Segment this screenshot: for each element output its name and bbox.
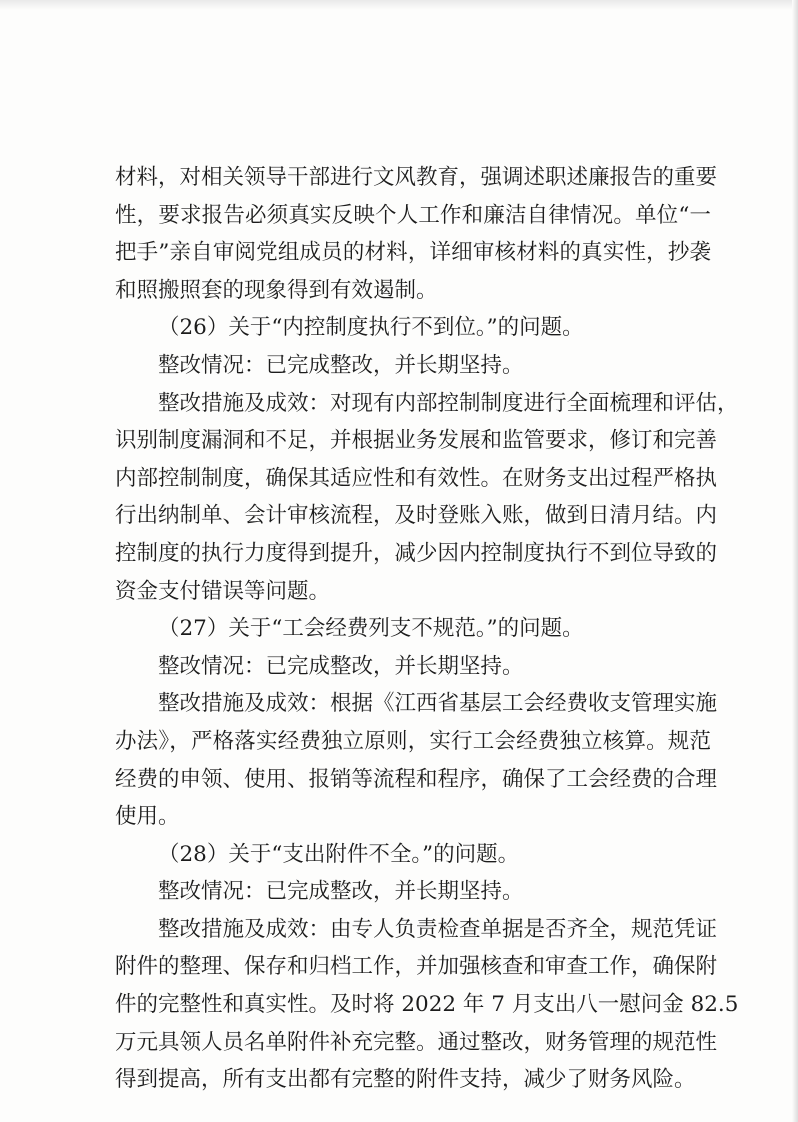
text-line: 控制度的执行力度得到提升，减少因内控制度执行不到位导致的 [115, 540, 718, 566]
rectification-status: 整改情况：已完成整改，并长期坚持。 [158, 879, 524, 905]
text-line: 附件的整理、保存和归档工作，并加强核查和审查工作，确保附 [115, 954, 718, 980]
text-line: 件的完整性和真实性。及时将 2022 年 7 月支出八一慰问金 82.5 [115, 992, 739, 1018]
text-line: 得到提高，所有支出都有完整的附件支持，减少了财务风险。 [115, 1067, 696, 1093]
text-line: 整改措施及成效：对现有内部控制制度进行全面梳理和评估， [158, 390, 739, 416]
text-line: 经费的申领、使用、报销等流程和程序，确保了工会经费的合理 [115, 766, 718, 792]
scan-edge-top [0, 0, 798, 10]
scan-edge-right [792, 0, 798, 1122]
text-line: 材料，对相关领导干部进行文风教育，强调述职述廉报告的重要 [115, 165, 718, 190]
text-line: 办法》，严格落实经费独立原则，实行工会经费独立核算。规范 [115, 728, 711, 754]
section-heading-26: （26）关于“内控制度执行不到位。”的问题。 [158, 315, 584, 341]
text-line: 内部控制制度，确保其适应性和有效性。在财务支出过程严格执 [115, 465, 718, 491]
text-line: 和照搬照套的现象得到有效遏制。 [115, 277, 438, 303]
section-heading-28: （28）关于“支出附件不全。”的问题。 [158, 841, 520, 867]
section-heading-27: （27）关于“工会经费列支不规范。”的问题。 [158, 616, 584, 642]
text-line: 万元具领人员名单附件补充完整。通过整改，财务管理的规范性 [115, 1029, 718, 1055]
rectification-status: 整改情况：已完成整改，并长期坚持。 [158, 352, 524, 378]
text-line: 行出纳制单、会计审核流程，及时登账入账，做到日清月结。内 [115, 503, 718, 529]
rectification-status: 整改情况：已完成整改，并长期坚持。 [158, 653, 524, 679]
text-line: 整改措施及成效：根据《江西省基层工会经费收支管理实施 [158, 691, 718, 717]
document-body [115, 159, 739, 1099]
text-line: 资金支付错误等问题。 [115, 578, 331, 604]
text-line: 把手”亲自审阅党组成员的材料，详细审核材料的真实性，抄袭 [115, 240, 711, 266]
text-line: 识别制度漏洞和不足，并根据业务发展和监管要求，修订和完善 [115, 428, 718, 454]
text-line: 使用。 [115, 804, 180, 830]
text-line: 整改措施及成效：由专人负责检查单据是否齐全，规范凭证 [158, 916, 718, 942]
text-line: 性，要求报告必须真实反映个人工作和廉洁自律情况。单位“一 [115, 202, 711, 228]
